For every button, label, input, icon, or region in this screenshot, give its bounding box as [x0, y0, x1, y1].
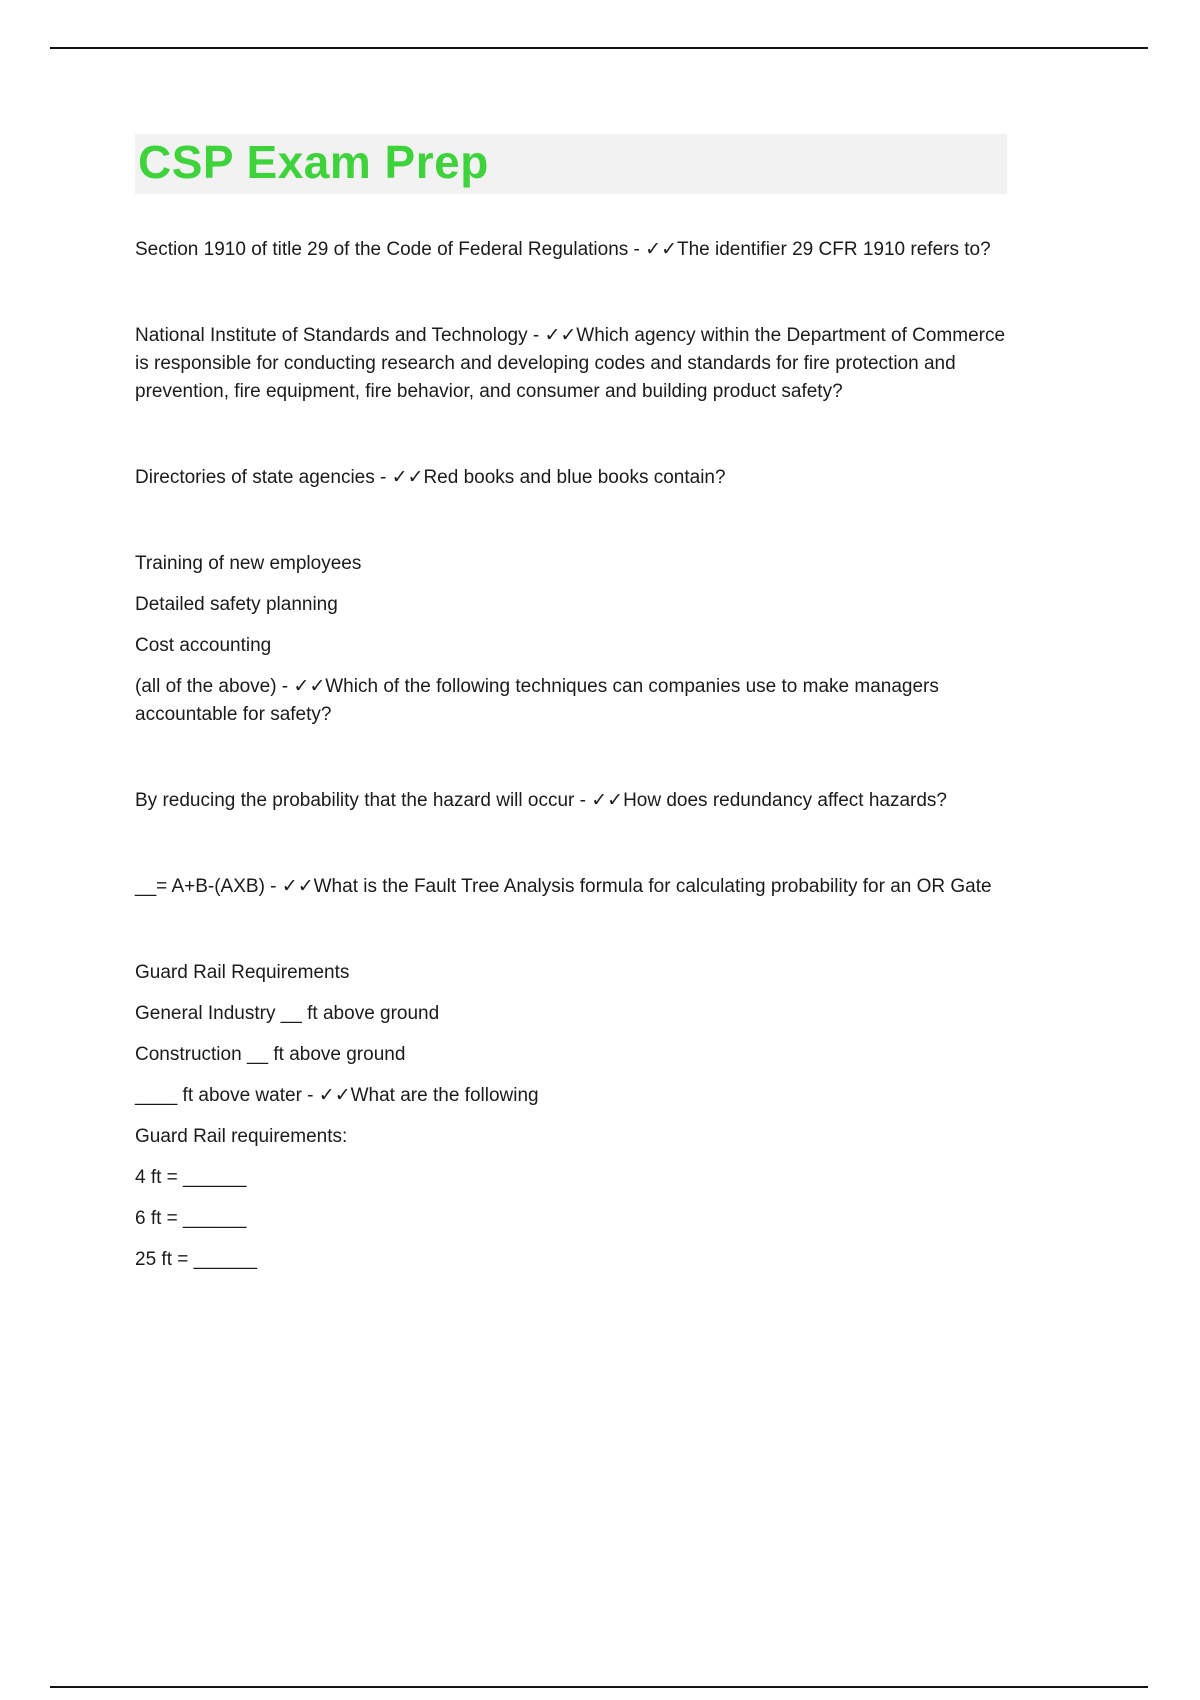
page-title: CSP Exam Prep — [138, 136, 489, 188]
qa-paragraph: Directories of state agencies - ✓✓Red books and blue books contain? — [135, 467, 726, 489]
qa-paragraph: Section 1910 of title 29 of the Code of Federal Regulations - ✓✓The identifier 29 CFR 1910 refers to? — [135, 239, 991, 261]
blank-line: 4 ft = ______ — [135, 1167, 247, 1189]
answer-line: General Industry __ ft above ground — [135, 1003, 440, 1025]
qa-paragraph: __= A+B-(AXB) - ✓✓What is the Fault Tree Analysis formula for calculating probability for an OR Gate — [135, 876, 992, 898]
blank-line: 6 ft = ______ — [135, 1208, 247, 1230]
answer-option: Cost accounting — [135, 635, 272, 657]
blank-line: 25 ft = ______ — [135, 1249, 258, 1271]
bottom-rule — [50, 1686, 1148, 1688]
qa-paragraph: (all of the above) - ✓✓Which of the following techniques can companies use to make managers accountable for safety? — [135, 676, 939, 726]
answer-line: Guard Rail requirements: — [135, 1126, 348, 1148]
top-rule — [50, 47, 1148, 49]
document-content — [135, 134, 1007, 1287]
qa-paragraph: ____ ft above water - ✓✓What are the following — [135, 1085, 539, 1107]
qa-paragraph: National Institute of Standards and Technology - ✓✓Which agency within the Department of Commerce is responsible for conducting research and developing codes and standards for fire protection and prevention, fire equipment, fire behavior, and consumer and building product safety? — [135, 325, 1006, 403]
answer-option: Training of new employees — [135, 553, 362, 575]
title-highlight — [135, 134, 1007, 194]
answer-line: Guard Rail Requirements — [135, 962, 350, 984]
qa-paragraph: By reducing the probability that the hazard will occur - ✓✓How does redundancy affect hazards? — [135, 790, 947, 812]
answer-option: Detailed safety planning — [135, 594, 338, 616]
answer-line: Construction __ ft above ground — [135, 1044, 406, 1066]
